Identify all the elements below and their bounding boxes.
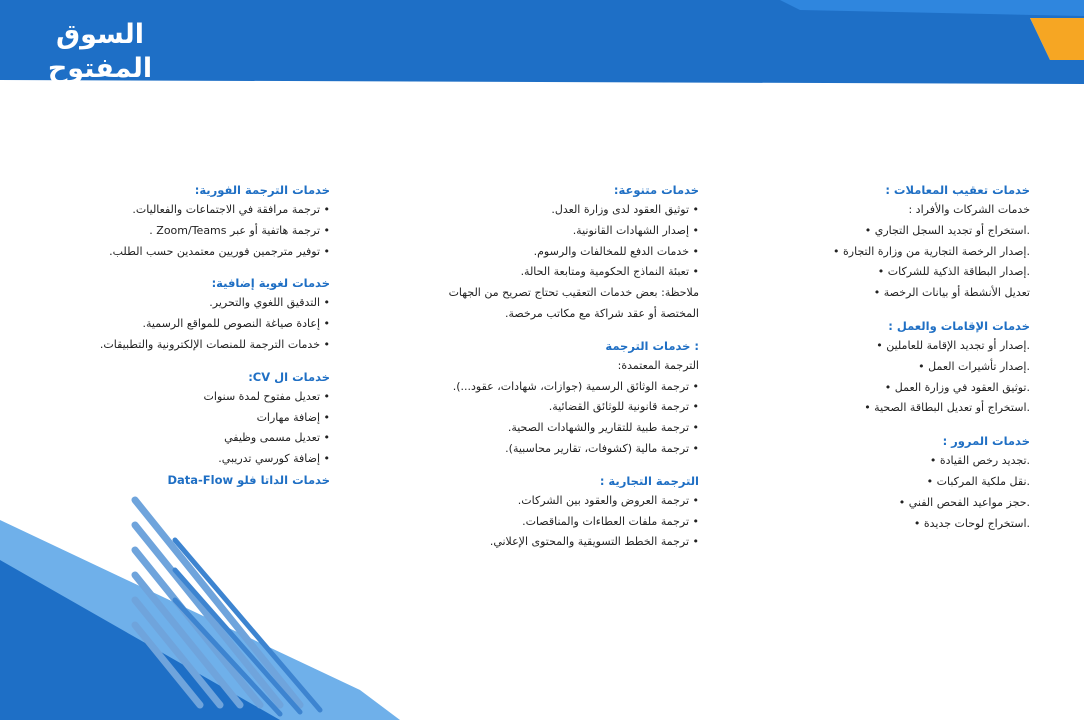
list-item: .نقل ملكية المركبات • bbox=[926, 474, 1030, 488]
list-item: • توثيق العقود لدى وزارة العدل. bbox=[551, 203, 699, 216]
list-item: • ترجمة ملفات العطاءات والمناقصات. bbox=[522, 514, 699, 528]
list-item: • تعديل مسمى وظيفي bbox=[224, 431, 330, 445]
section-title-language-services: خدمات لغوية إضافية: bbox=[211, 276, 330, 291]
section-title-traffic: خدمات المرور : bbox=[942, 434, 1030, 449]
section-title-various: خدمات متنوعة: bbox=[613, 183, 699, 197]
section-title-transactions: خدمات تعقيب المعاملات : bbox=[885, 183, 1030, 197]
opensooq-logo bbox=[20, 18, 180, 105]
list-item: • تعديل مفتوح لمدة سنوات bbox=[203, 389, 330, 403]
list-item: .إصدار أو تجديد الإقامة للعاملين • bbox=[876, 338, 1030, 352]
section-title-interpretation: خدمات الترجمة الفورية: bbox=[194, 183, 330, 197]
list-item: • خدمات الدفع للمخالفات والرسوم. bbox=[533, 244, 699, 258]
section-title-translation: : خدمات الترجمة bbox=[605, 338, 699, 353]
list-item: • ترجمة العروض والعقود بين الشركات. bbox=[517, 493, 699, 507]
section-title-cv: خدمات ال CV: bbox=[248, 369, 330, 384]
right-column bbox=[730, 180, 1030, 534]
logo-english-text bbox=[20, 87, 180, 105]
section-title-commercial-translation: الترجمة التجارية : bbox=[599, 473, 699, 488]
list-item: • إضافة كورسي تدريبي. bbox=[218, 452, 330, 466]
note-text: ملاحظة: بعض خدمات التعقيب تحتاج تصريح من الجهات bbox=[448, 286, 699, 300]
list-item: .استخراج أو تعديل البطاقة الصحية • bbox=[864, 401, 1030, 415]
list-item: • ترجمة مالية (كشوفات، تقارير محاسبية). bbox=[505, 441, 699, 455]
list-item: .توثيق العقود في وزارة العمل • bbox=[884, 380, 1030, 394]
list-item: .استخراج أو تجديد السجل التجاري • bbox=[864, 223, 1030, 237]
middle-column bbox=[359, 180, 699, 553]
list-item: .إصدار البطاقة الذكية للشركات • bbox=[877, 265, 1030, 279]
note-text: المختصة أو عقد شراكة مع مكاتب مرخصة. bbox=[505, 306, 699, 320]
section-title-dataflow: خدمات الداتا فلو Data-Flow bbox=[167, 472, 330, 487]
list-item: • خدمات الترجمة للمنصات الإلكترونية والتطبيقات. bbox=[99, 337, 330, 351]
list-item: • ترجمة قانونية للوثائق القضائية. bbox=[548, 400, 699, 414]
list-item: • ترجمة الوثائق الرسمية (جوازات، شهادات، عقود...). bbox=[452, 379, 699, 393]
list-item: • ترجمة مرافقة في الاجتماعات والفعاليات. bbox=[132, 203, 330, 216]
list-item: .حجز مواعيد الفحص الفني • bbox=[898, 495, 1030, 509]
section-title-residency: خدمات الإقامات والعمل : bbox=[888, 318, 1030, 333]
list-item: الترجمة المعتمدة: bbox=[617, 358, 699, 372]
list-item: • إعادة صياغة النصوص للمواقع الرسمية. bbox=[142, 317, 330, 331]
list-item: .تجديد رخص القيادة • bbox=[929, 454, 1030, 468]
list-item: • إصدار الشهادات القانونية. bbox=[572, 223, 699, 237]
list-item: .استخراج لوحات جديدة • bbox=[913, 516, 1030, 530]
list-item: • ترجمة طبية للتقارير والشهادات الصحية. bbox=[507, 421, 699, 435]
list-item: • إضافة مهارات bbox=[256, 410, 330, 424]
list-item: • ترجمة الخطط التسويقية والمحتوى الإعلاني. bbox=[489, 535, 699, 549]
list-item: • توفير مترجمين فوريين معتمدين حسب الطلب. bbox=[109, 244, 330, 258]
list-item: خدمات الشركات والأفراد : bbox=[908, 203, 1030, 216]
left-column bbox=[30, 180, 330, 490]
list-item: • ترجمة هاتفية أو عبر Zoom/Teams . bbox=[149, 223, 330, 237]
logo-arabic-text: السوق المفتوح bbox=[47, 19, 153, 84]
logo-domain-suffix: .com bbox=[137, 92, 158, 101]
list-item: • التدقيق اللغوي والتحرير. bbox=[209, 296, 330, 310]
list-item: • تعبئة النماذج الحكومية ومتابعة الحالة. bbox=[520, 265, 699, 279]
list-item: تعديل الأنشطة أو بيانات الرخصة • bbox=[873, 286, 1030, 300]
logo-english-name: opensooq bbox=[60, 87, 138, 103]
list-item: .إصدار تأشيرات العمل • bbox=[918, 359, 1030, 373]
list-item: .إصدار الرخصة التجارية من وزارة التجارة • bbox=[833, 244, 1030, 258]
